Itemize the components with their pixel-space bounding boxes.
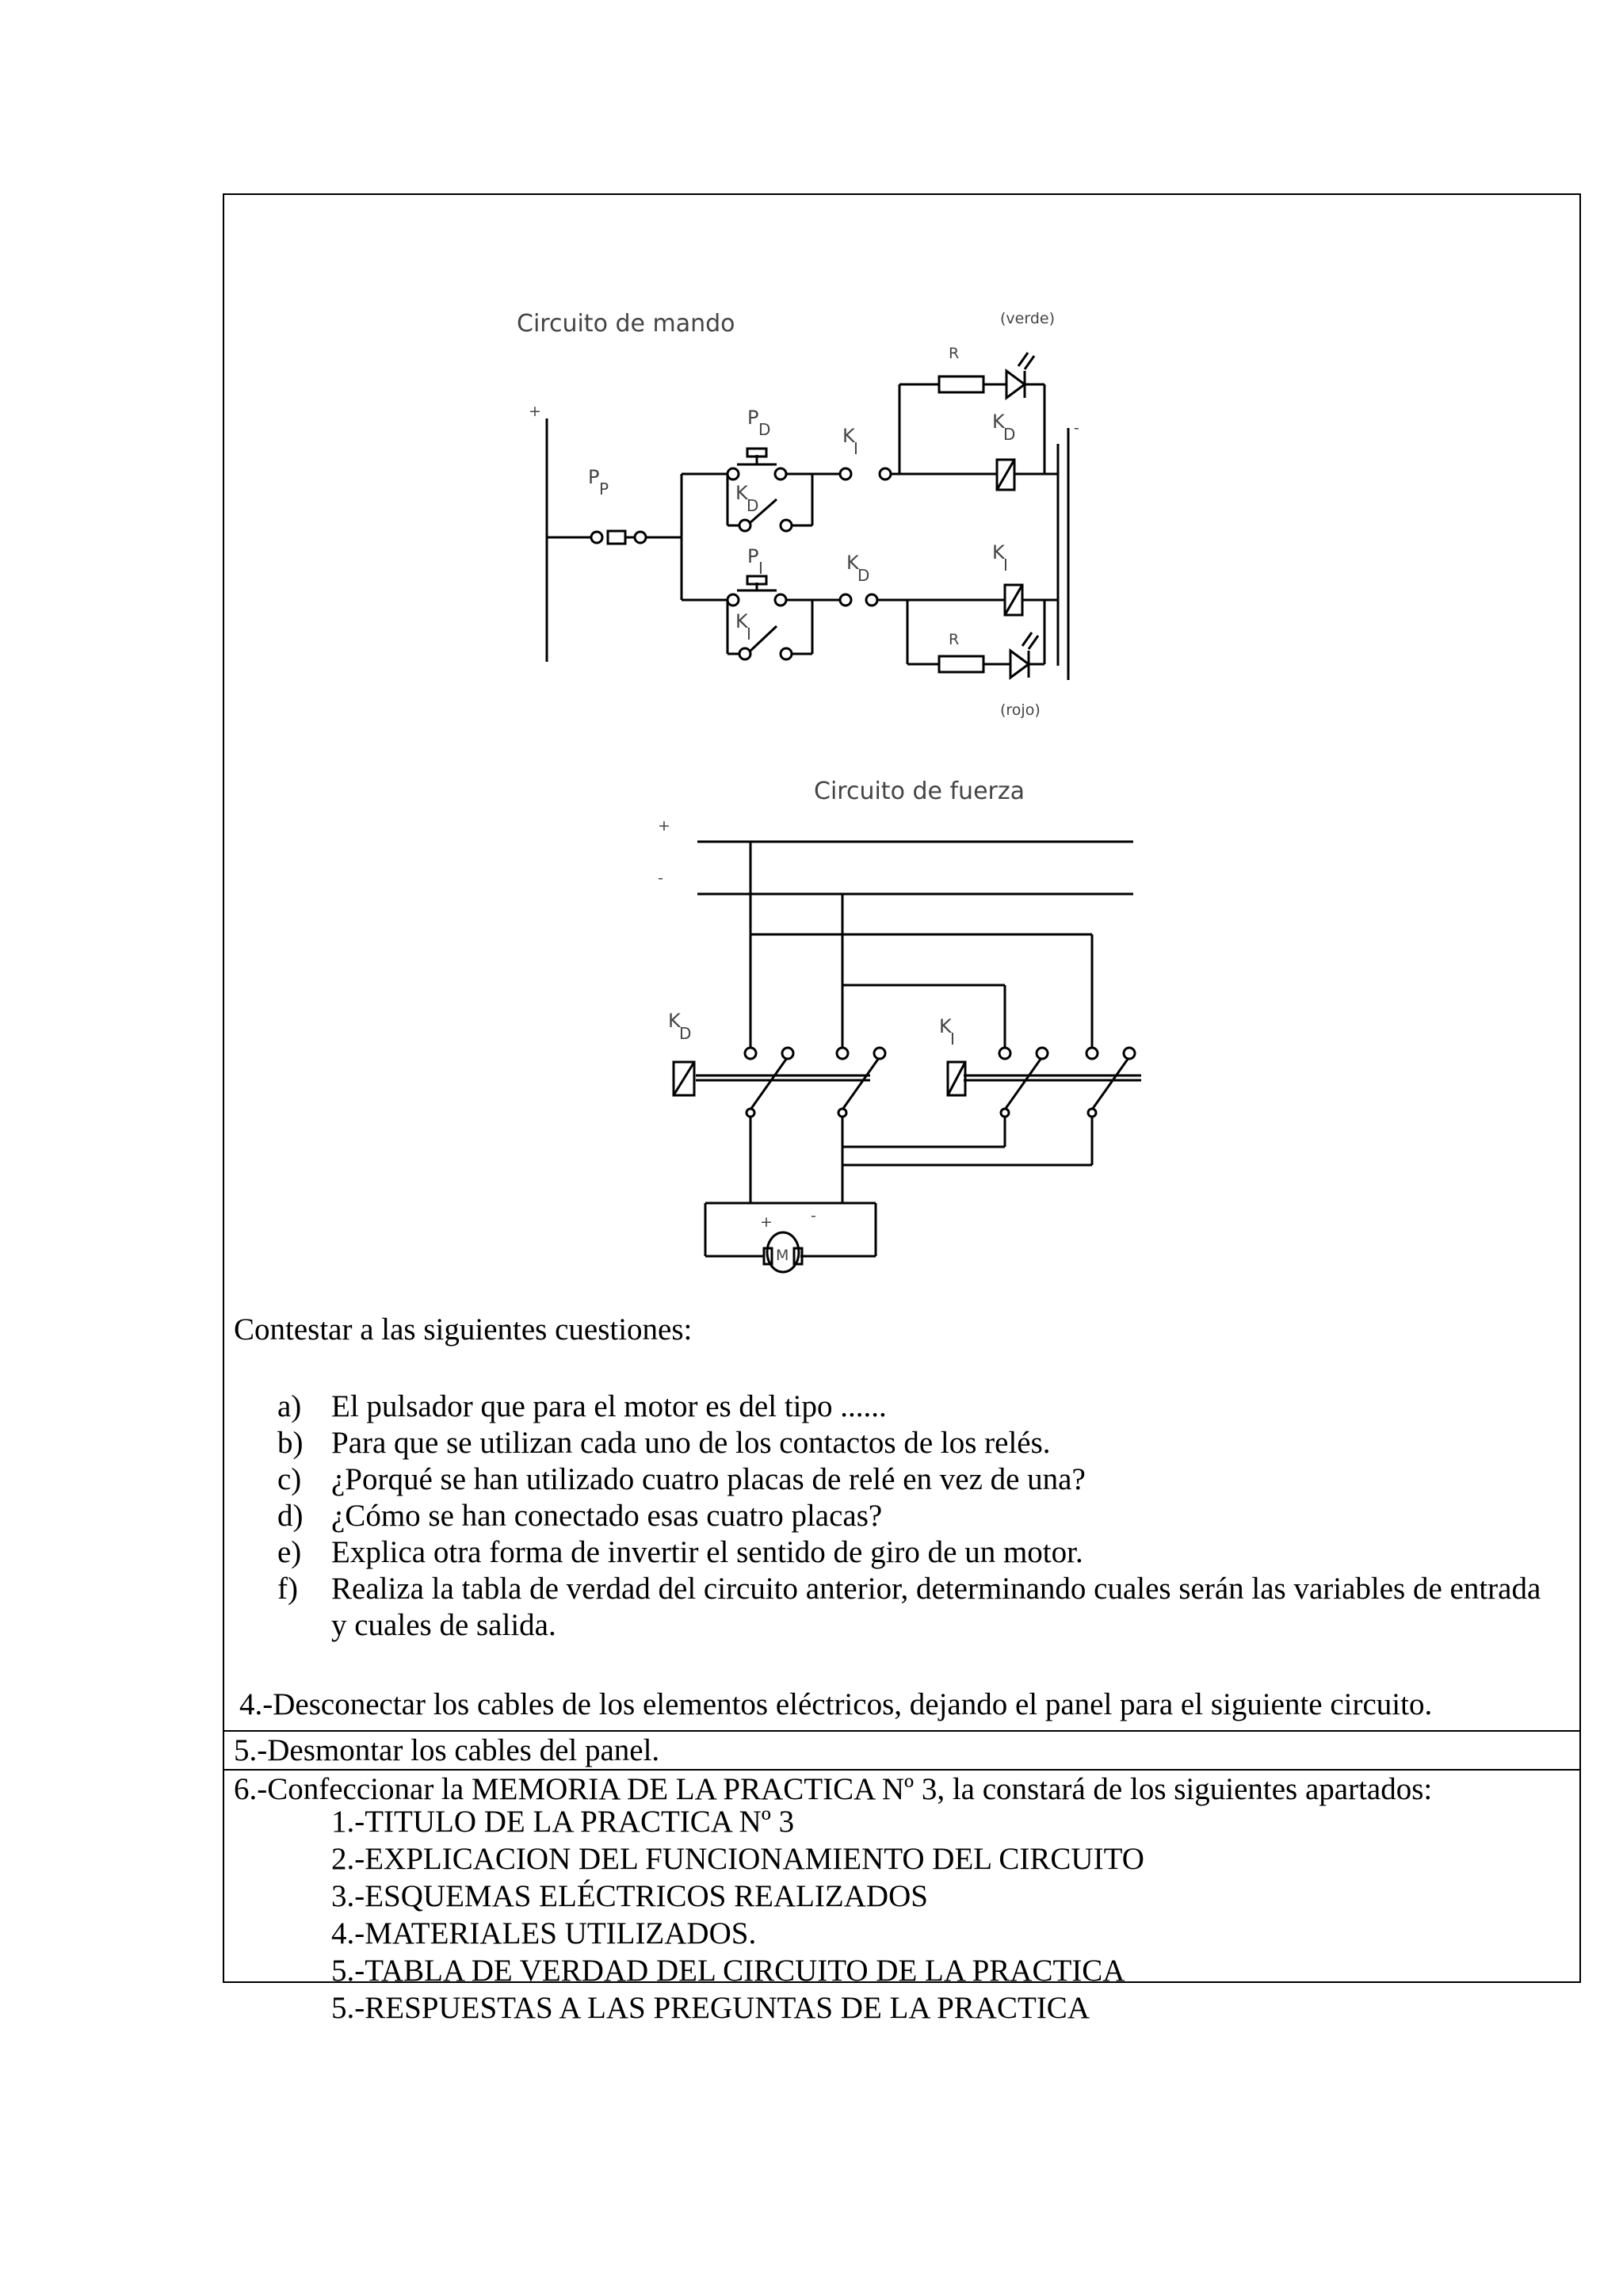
plus-label: + [529, 403, 541, 420]
resistor-label: R [949, 345, 960, 362]
table-row-divider [223, 1769, 1581, 1771]
step-6: 6.-Confeccionar la MEMORIA DE LA PRACTICA Nº 3, la constará de los siguientes apartados: [234, 1772, 1433, 1806]
list-item: 5.-RESPUESTAS A LAS PREGUNTAS DE LA PRACTICA [331, 1991, 1090, 2025]
ki-label: K [842, 425, 855, 447]
question-text: Para que se utilizan cada uno de los contactos de los relés. [331, 1426, 1051, 1460]
ki-hold-label: K [735, 610, 748, 632]
pp-subscript: P [599, 479, 609, 499]
list-item: 2.-EXPLICACION DEL FUNCIONAMIENTO DEL CIRCUITO [331, 1842, 1144, 1876]
pi-label: P [747, 545, 759, 567]
plus-label: + [658, 817, 670, 835]
power-circuit-title: Circuito de fuerza [814, 777, 1025, 805]
ki-power-label: K [939, 1015, 952, 1037]
resistor-label: R [949, 631, 960, 648]
ki-subscript: I [854, 439, 858, 458]
list-item [277, 1571, 1552, 1644]
kd-coil-subscript: D [1003, 425, 1016, 444]
pd-label: P [747, 407, 759, 429]
kd-coil-label: K [992, 411, 1005, 433]
pd-subscript: D [758, 420, 771, 439]
memoria-list [331, 1803, 1144, 2027]
list-marker: c) [277, 1462, 302, 1496]
list-item [277, 1498, 1552, 1534]
list-item [277, 1389, 1552, 1425]
list-item [277, 1425, 1552, 1461]
step-4: 4.-Desconectar los cables de los elementos eléctricos, dejando el panel para el siguiente circuito. [239, 1687, 1433, 1721]
control-circuit-title: Circuito de mando [517, 310, 735, 338]
ki-power-subscript: I [950, 1030, 955, 1049]
step-5: 5.-Desmontar los cables del panel. [234, 1733, 660, 1767]
list-marker: a) [277, 1389, 302, 1423]
questions-title: Contestar a las siguientes cuestiones: [234, 1312, 693, 1347]
question-text: ¿Porqué se han utilizado cuatro placas de relé en vez de una? [331, 1462, 1086, 1496]
kd-power-label: K [668, 1010, 681, 1032]
list-item [277, 1534, 1552, 1571]
question-text: Explica otra forma de invertir el sentido de giro de un motor. [331, 1535, 1083, 1569]
list-item: 1.-TITULO DE LA PRACTICA Nº 3 [331, 1805, 795, 1839]
pp-label: P [588, 466, 600, 488]
ki-hold-subscript: I [747, 625, 751, 644]
list-marker: e) [277, 1535, 302, 1569]
question-text: Realiza la tabla de verdad del circuito anterior, determinando cuales serán las variables de entrada y cuales de salida. [331, 1572, 1541, 1642]
list-marker: f) [277, 1572, 298, 1606]
question-text: ¿Cómo se han conectado esas cuatro placas? [331, 1499, 883, 1533]
list-marker: b) [277, 1426, 304, 1460]
kd-label: K [735, 482, 748, 504]
motor-plus-label: + [760, 1213, 773, 1231]
minus-label: - [658, 869, 663, 887]
red-led-label: (rojo) [1000, 701, 1041, 719]
ki-coil-subscript: I [1003, 556, 1008, 575]
minus-label: - [1074, 419, 1079, 437]
pi-subscript: I [758, 559, 763, 578]
list-marker: d) [277, 1499, 304, 1533]
list-item: 4.-MATERIALES UTILIZADOS. [331, 1916, 757, 1950]
motor-minus-label: - [811, 1207, 816, 1224]
kd-power-subscript: D [679, 1024, 692, 1043]
table-row-divider [223, 1730, 1581, 1732]
ki-coil-label: K [992, 541, 1005, 563]
questions-list [277, 1389, 1552, 1644]
list-item: 3.-ESQUEMAS ELÉCTRICOS REALIZADOS [331, 1879, 928, 1913]
list-item: 5.-TABLA DE VERDAD DEL CIRCUITO DE LA PRACTICA [331, 1954, 1125, 1988]
green-led-label: (verde) [1000, 310, 1055, 327]
list-item [277, 1461, 1552, 1498]
question-text: El pulsador que para el motor es del tipo ...... [331, 1389, 887, 1423]
kd-contact-label: K [846, 552, 859, 574]
kd-contact-subscript: D [857, 566, 870, 585]
kd-subscript: D [747, 496, 759, 515]
motor-label: M [776, 1247, 789, 1264]
